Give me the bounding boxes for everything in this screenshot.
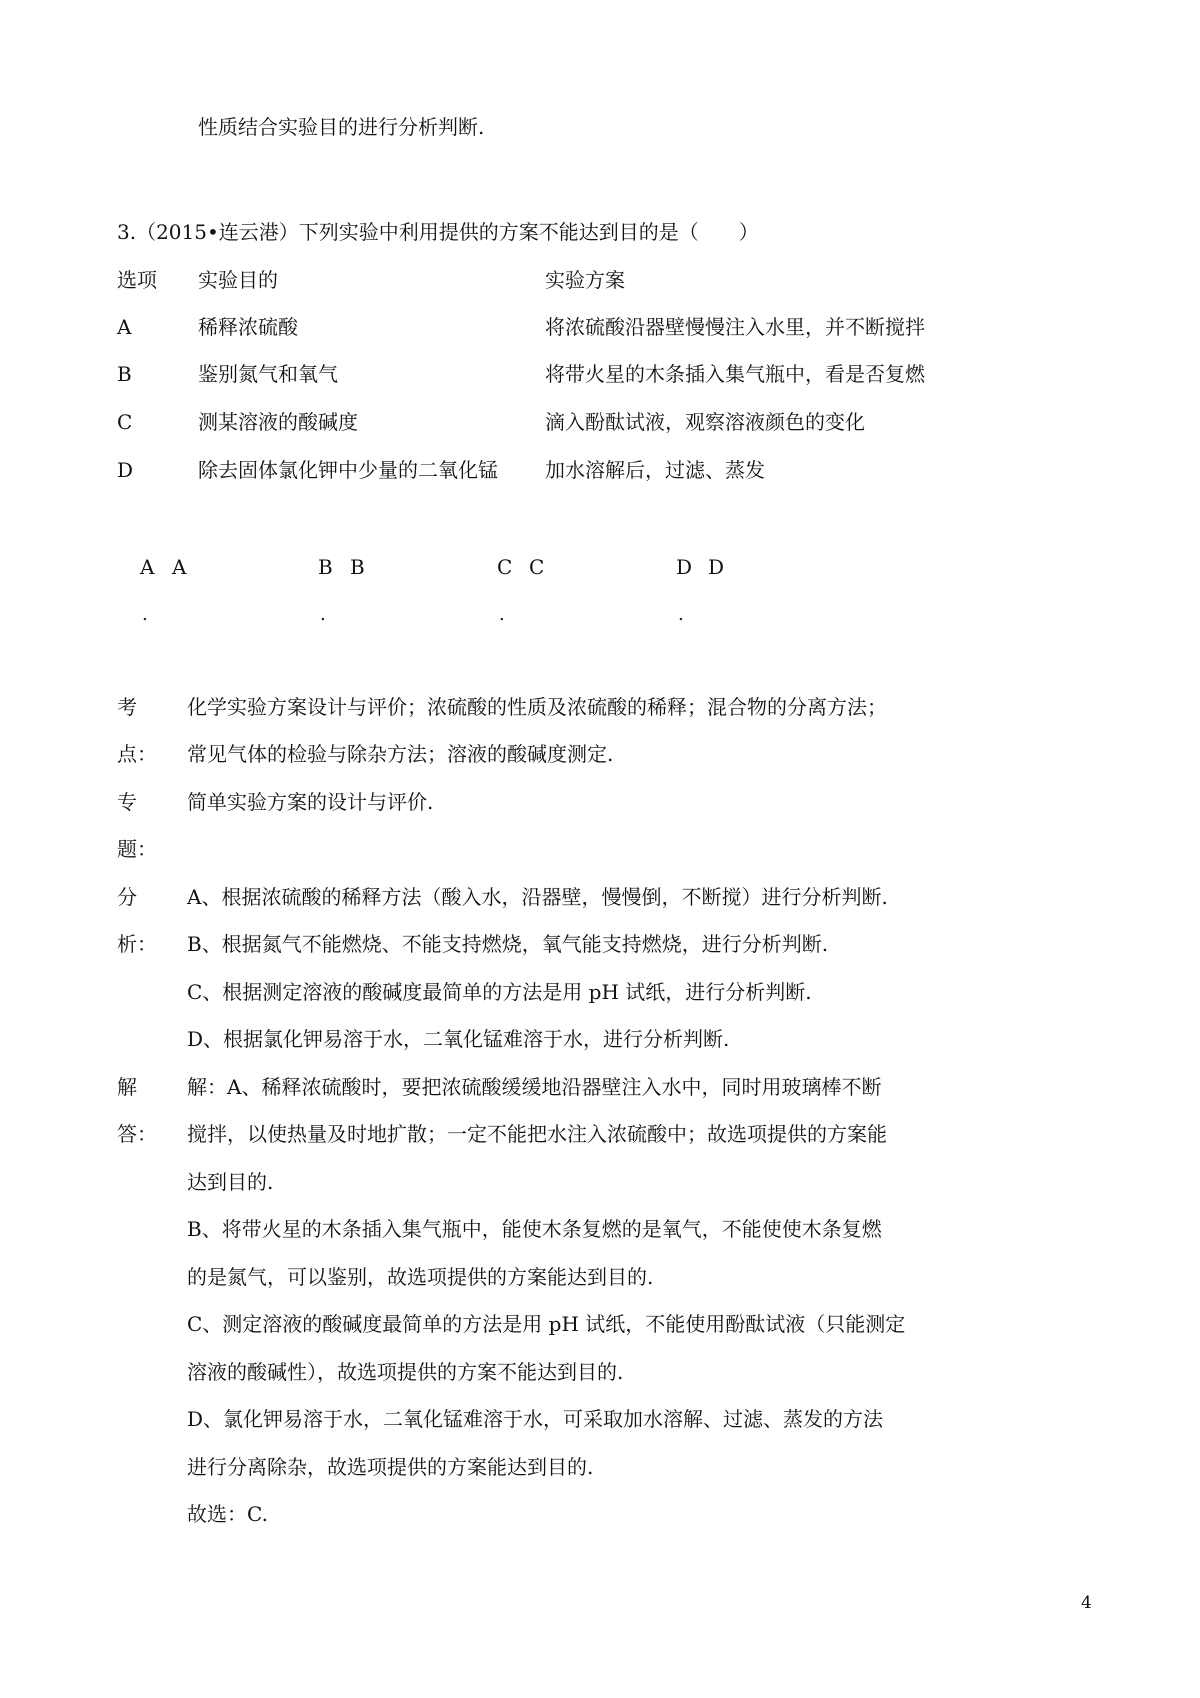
section-line: 简单实验方案的设计与评价. — [187, 790, 434, 814]
choice-text-c: C — [529, 555, 545, 579]
choice-letter-d: D — [676, 555, 693, 579]
table-cell-plan: 滴入酚酞试液，观察溶液颜色的变化 — [545, 410, 865, 434]
section-line: 常见气体的检验与除杂方法；溶液的酸碱度测定. — [187, 742, 614, 766]
table-header-option: 选项 — [117, 268, 157, 292]
section-line: 达到目的. — [187, 1170, 274, 1194]
section-label: 点： — [117, 742, 157, 766]
section-line: 化学实验方案设计与评价；浓硫酸的性质及浓硫酸的稀释；混合物的分离方法； — [187, 695, 887, 719]
choice-text-d: D — [708, 555, 725, 579]
table-cell-plan: 加水溶解后，过滤、蒸发 — [545, 458, 765, 482]
table-cell-purpose: 稀释浓硫酸 — [198, 315, 298, 339]
table-cell-purpose: 测某溶液的酸碱度 — [198, 410, 358, 434]
choice-dot-a: . — [142, 604, 148, 625]
section-line: 解：A、稀释浓硫酸时，要把浓硫酸缓缓地沿器壁注入水中，同时用玻璃棒不断 — [187, 1075, 882, 1099]
table-cell-plan: 将浓硫酸沿器壁慢慢注入水里，并不断搅拌 — [545, 315, 925, 339]
choice-dot-b: . — [320, 604, 326, 625]
choice-dot-c: . — [499, 604, 505, 625]
choice-text-a: A — [172, 555, 187, 579]
table-cell-option: C — [117, 410, 133, 434]
choice-letter-b: B — [318, 555, 333, 579]
choice-letter-c: C — [497, 555, 513, 579]
previous-analysis-tail: 性质结合实验目的进行分析判断. — [198, 115, 485, 139]
section-line: D、氯化钾易溶于水，二氧化锰难溶于水，可采取加水溶解、过滤、蒸发的方法 — [187, 1407, 884, 1431]
table-cell-option: A — [117, 315, 132, 339]
page-number: 4 — [1081, 1593, 1092, 1613]
section-line: 溶液的酸碱性），故选项提供的方案不能达到目的. — [187, 1360, 624, 1384]
section-line: B、根据氮气不能燃烧、不能支持燃烧，氧气能支持燃烧，进行分析判断. — [187, 932, 829, 956]
table-cell-option: B — [117, 362, 132, 386]
section-label: 析： — [117, 932, 157, 956]
section-label: 专 — [117, 790, 137, 814]
section-line: D、根据氯化钾易溶于水，二氧化锰难溶于水，进行分析判断. — [187, 1027, 730, 1051]
section-label: 答： — [117, 1122, 157, 1146]
section-line: B、将带火星的木条插入集气瓶中，能使木条复燃的是氧气，不能使使木条复燃 — [187, 1217, 882, 1241]
section-label: 分 — [117, 885, 137, 909]
table-cell-option: D — [117, 458, 134, 482]
table-cell-purpose: 鉴别氮气和氧气 — [198, 362, 338, 386]
section-line: 进行分离除杂，故选项提供的方案能达到目的. — [187, 1455, 594, 1479]
choice-text-b: B — [350, 555, 365, 579]
section-label: 题： — [117, 837, 157, 861]
section-line: C、测定溶液的酸碱度最简单的方法是用 pH 试纸，不能使用酚酞试液（只能测定 — [187, 1312, 906, 1336]
section-line: 的是氮气，可以鉴别，故选项提供的方案能达到目的. — [187, 1265, 654, 1289]
choice-letter-a: A — [140, 555, 155, 579]
table-header-plan: 实验方案 — [545, 268, 625, 292]
table-cell-purpose: 除去固体氯化钾中少量的二氧化锰 — [198, 458, 498, 482]
section-line: A、根据浓硫酸的稀释方法（酸入水，沿器壁，慢慢倒，不断搅）进行分析判断. — [187, 885, 888, 909]
table-cell-plan: 将带火星的木条插入集气瓶中，看是否复燃 — [545, 362, 925, 386]
section-label: 考 — [117, 695, 137, 719]
section-line: 故选：C. — [187, 1502, 268, 1526]
section-line: 搅拌，以使热量及时地扩散；一定不能把水注入浓硫酸中；故选项提供的方案能 — [187, 1122, 887, 1146]
section-label: 解 — [117, 1075, 137, 1099]
section-line: C、根据测定溶液的酸碱度最简单的方法是用 pH 试纸，进行分析判断. — [187, 980, 812, 1004]
question-title: 3.（2015•连云港）下列实验中利用提供的方案不能达到目的是（ ） — [117, 220, 759, 244]
table-header-purpose: 实验目的 — [198, 268, 278, 292]
choice-dot-d: . — [678, 604, 684, 625]
